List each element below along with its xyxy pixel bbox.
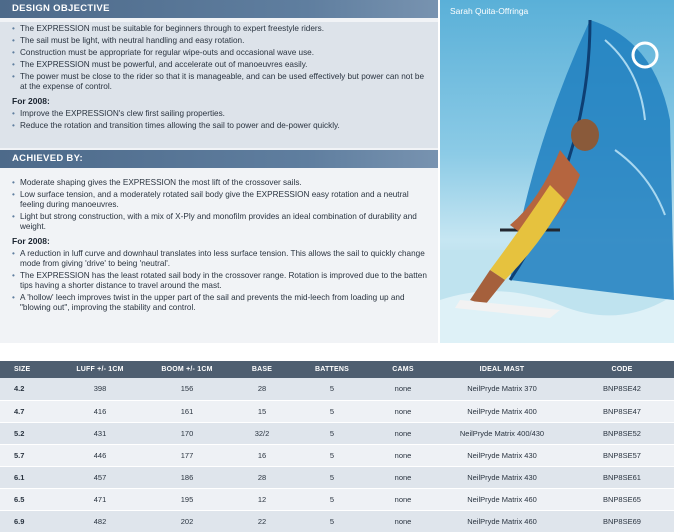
col-base-header: BASE [232, 361, 292, 378]
cell-boom: 161 [142, 400, 232, 422]
cell-code: BNP8SE69 [570, 510, 674, 532]
col-size-header: SIZE [0, 361, 58, 378]
cell-base: 32/2 [232, 422, 292, 444]
list-item: • The EXPRESSION has the least rotated sail body in the crossover range. Rotation is improved due to the batten tips having a shorter distance to travel around the mast. [10, 271, 430, 291]
cell-boom: 186 [142, 466, 232, 488]
cell-size: 6.5 [0, 488, 58, 510]
cell-cams: none [372, 400, 434, 422]
objective-2008-bullet-list [0, 107, 438, 131]
cell-ideal-mast: NeilPryde Matrix 400/430 [434, 422, 570, 444]
col-cams-header: CAMS [372, 361, 434, 378]
achieved-by-heading: ACHIEVED BY: [0, 150, 438, 168]
sail-specs-table [0, 361, 674, 532]
cell-code: BNP8SE61 [570, 466, 674, 488]
windsurf-photo [440, 0, 674, 343]
cell-boom: 156 [142, 378, 232, 400]
table-row [0, 444, 674, 466]
cell-base: 15 [232, 400, 292, 422]
cell-luff: 431 [58, 422, 142, 444]
achieved-by-section [0, 172, 438, 343]
list-item: • Reduce the rotation and transition times allowing the sail to power and de-power quickly. [10, 121, 430, 131]
list-item: • The power must be close to the rider so that it is manageable, and can be used effectively but power can not be at the expense of control. [10, 72, 430, 92]
cell-size: 6.1 [0, 466, 58, 488]
list-item: • A reduction in luff curve and downhaul translates into less surface tension. This allows the sail to quickly change mode from giving 'drive' to being 'neutral'. [10, 249, 430, 269]
cell-base: 28 [232, 466, 292, 488]
cell-code: BNP8SE47 [570, 400, 674, 422]
cell-luff: 471 [58, 488, 142, 510]
cell-ideal-mast: NeilPryde Matrix 460 [434, 488, 570, 510]
col-code-header: CODE [570, 361, 674, 378]
table-row [0, 466, 674, 488]
cell-ideal-mast: NeilPryde Matrix 400 [434, 400, 570, 422]
cell-ideal-mast: NeilPryde Matrix 430 [434, 466, 570, 488]
cell-luff: 457 [58, 466, 142, 488]
list-item: • The EXPRESSION must be powerful, and accelerate out of manoeuvres easily. [10, 60, 430, 70]
list-item: • Moderate shaping gives the EXPRESSION the most lift of the crossover sails. [10, 178, 430, 188]
list-item: • Construction must be appropriate for regular wipe-outs and occasional wave use. [10, 48, 430, 58]
achieved-for-2008-label: For 2008: [12, 236, 50, 246]
cell-cams: none [372, 444, 434, 466]
cell-ideal-mast: NeilPryde Matrix 430 [434, 444, 570, 466]
cell-boom: 170 [142, 422, 232, 444]
cell-size: 4.7 [0, 400, 58, 422]
cell-battens: 5 [292, 444, 372, 466]
table-row [0, 378, 674, 400]
cell-cams: none [372, 488, 434, 510]
cell-boom: 202 [142, 510, 232, 532]
cell-boom: 195 [142, 488, 232, 510]
col-luff-header: LUFF +/- 1CM [58, 361, 142, 378]
sail [510, 20, 674, 300]
cell-cams: none [372, 510, 434, 532]
cell-battens: 5 [292, 422, 372, 444]
design-objective-section [0, 22, 438, 148]
rider-head [571, 119, 599, 151]
list-item: • A 'hollow' leech improves twist in the upper part of the sail and prevents the mid-leech from loading up and "blowing out", improving the stability and control. [10, 293, 430, 313]
list-item: • Low surface tension, and a moderately rotated sail body give the EXPRESSION easy rotation and a neutral feeling during manoeuvres. [10, 190, 430, 210]
cell-cams: none [372, 378, 434, 400]
text-column [0, 0, 438, 343]
photo-caption: Sarah Quita-Offringa [450, 6, 529, 16]
cell-code: BNP8SE42 [570, 378, 674, 400]
cell-battens: 5 [292, 378, 372, 400]
table-row [0, 510, 674, 532]
objective-bullet-list [0, 22, 438, 92]
cell-size: 5.7 [0, 444, 58, 466]
list-item: • The EXPRESSION must be suitable for beginners through to expert freestyle riders. [10, 24, 430, 34]
cell-battens: 5 [292, 510, 372, 532]
achieved-2008-bullet-list [0, 247, 438, 313]
cell-cams: none [372, 422, 434, 444]
cell-luff: 416 [58, 400, 142, 422]
list-item: • Improve the EXPRESSION's clew first sailing properties. [10, 109, 430, 119]
cell-cams: none [372, 466, 434, 488]
cell-code: BNP8SE52 [570, 422, 674, 444]
cell-boom: 177 [142, 444, 232, 466]
col-ideal-mast-header: IDEAL MAST [434, 361, 570, 378]
cell-base: 28 [232, 378, 292, 400]
cell-size: 6.9 [0, 510, 58, 532]
col-boom-header: BOOM +/- 1CM [142, 361, 232, 378]
col-battens-header: BATTENS [292, 361, 372, 378]
cell-code: BNP8SE65 [570, 488, 674, 510]
cell-luff: 398 [58, 378, 142, 400]
cell-size: 5.2 [0, 422, 58, 444]
windsurfer-illustration [440, 0, 674, 343]
cell-ideal-mast: NeilPryde Matrix 370 [434, 378, 570, 400]
cell-luff: 482 [58, 510, 142, 532]
list-item: • Light but strong construction, with a mix of X-Ply and monofilm provides an ideal combination of durability and weight. [10, 212, 430, 232]
table-row [0, 422, 674, 444]
design-objective-heading: DESIGN OBJECTIVE [0, 0, 438, 18]
cell-battens: 5 [292, 466, 372, 488]
cell-battens: 5 [292, 488, 372, 510]
table-row [0, 400, 674, 422]
objective-for-2008-label: For 2008: [12, 96, 50, 106]
cell-base: 12 [232, 488, 292, 510]
cell-luff: 446 [58, 444, 142, 466]
achieved-bullet-list [0, 172, 438, 232]
cell-base: 16 [232, 444, 292, 466]
cell-base: 22 [232, 510, 292, 532]
cell-size: 4.2 [0, 378, 58, 400]
table-header-row [0, 361, 674, 378]
list-item: • The sail must be light, with neutral handling and easy rotation. [10, 36, 430, 46]
table-row [0, 488, 674, 510]
cell-code: BNP8SE57 [570, 444, 674, 466]
cell-ideal-mast: NeilPryde Matrix 460 [434, 510, 570, 532]
cell-battens: 5 [292, 400, 372, 422]
